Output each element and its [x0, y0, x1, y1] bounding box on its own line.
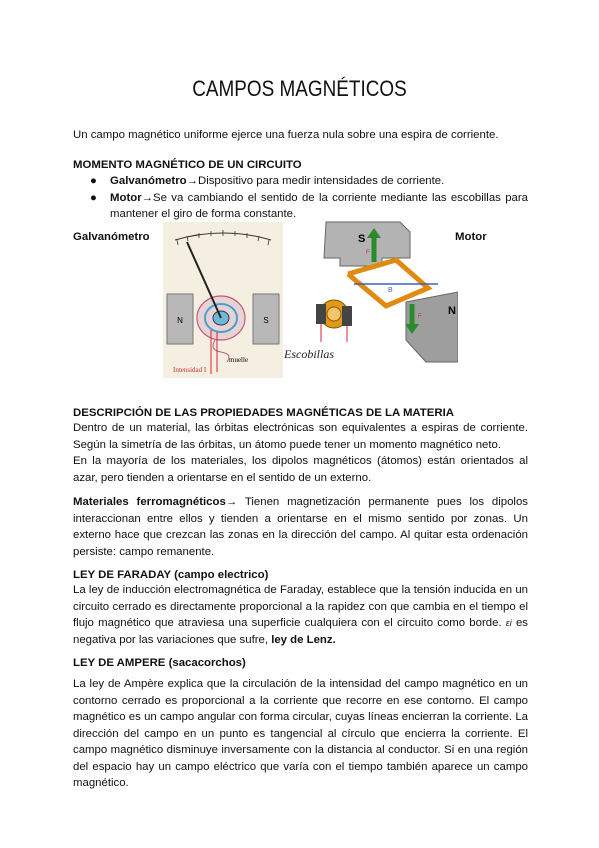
bullet-icon: ●	[90, 175, 97, 187]
item-text: Dispositivo para medir intensidades de corriente.	[197, 175, 445, 187]
descripcion-paragraph-2: En la mayoría de los materiales, los dipolos magnéticos (átomos) están orientados al azar, pero tienden a orientarse en el sentido de un externo.	[73, 455, 528, 484]
arrow-icon: →	[225, 496, 238, 508]
section-heading-faraday: LEY DE FARADAY (campo electrico)	[73, 569, 269, 581]
section-heading-ampere: LEY DE AMPERE (sacacorchos)	[73, 657, 246, 669]
faraday-text-b: es negativa por las variaciones que sufre,	[73, 617, 528, 646]
arrow-icon: →	[141, 191, 154, 204]
force-label-2: F	[418, 314, 422, 320]
section-heading-descripcion: DESCRIPCIÓN DE LAS PROPIEDADES MAGNÉTICAS DE LA MATERIA	[73, 407, 454, 419]
brush-right	[342, 306, 352, 326]
emf-symbol: εi	[505, 618, 512, 628]
motor-illustration	[278, 214, 458, 374]
lenz-law: ley de Lenz.	[271, 633, 336, 646]
ampere-paragraph: La ley de Ampère explica que la circulación de la intensidad del campo magnético en un contorno cerrado es proporcional a la corriente que recorre en ese contorno. El campo magnético es un campo angular con forma circular, cuyas líneas encierran la corriente. La dirección del campo en un punto es tangencial al círculo que encierra la corriente. El campo magnético disminuye inversamente con la distancia al conductor. Si en una región del espacio hay un campo eléctrico que varía con el tiempo también aparece un campo magnético.	[73, 678, 528, 789]
bullet-icon: ●	[90, 191, 97, 204]
ferro-text: Tienen magnetización permanente pues los dipolos interaccionan entre ellos y tienden a orientarse en el mismo sentido por zonas. Un externo hace que crezcan las zonas en la dirección del campo. Al quitar esta ordenación persiste: campo remanente.	[73, 496, 528, 558]
section-heading-momento: MOMENTO MAGNÉTICO DE UN CIRCUITO	[73, 159, 302, 171]
item-term: Motor	[110, 191, 142, 204]
current-label: Intensidad I	[173, 366, 207, 374]
south-label: S	[263, 316, 269, 325]
brush-left	[316, 304, 326, 324]
rotating-coil	[348, 260, 428, 306]
item-text: Se va cambiando el sentido de la corriente mediante las escobillas para mantener el giro de forma constante.	[110, 191, 528, 220]
brushes-label: Escobillas	[284, 347, 334, 361]
field-b-label: B	[388, 287, 393, 294]
commutator-core	[327, 307, 341, 321]
magnet-s-label: S	[358, 233, 366, 245]
galvanometer-illustration	[163, 222, 283, 378]
arrow-icon: →	[186, 175, 198, 187]
north-label: N	[177, 316, 183, 325]
faraday-text-a: La ley de inducción electromagnética de Faraday, establece que la tensión inducida en un circuito cerrado es directamente proporcional a la rapidez con que cambia en el tiempo el flujo magnético que atraviesa una superficie cualquiera con el circuito como borde.	[73, 584, 528, 629]
faraday-paragraph	[73, 582, 528, 648]
item-term: Galvanómetro	[110, 175, 187, 187]
intro-text: Un campo magnético uniforme ejerce una fuerza nula sobre una espira de corriente.	[73, 129, 499, 141]
list-item	[73, 173, 528, 190]
galvanometer-label: Galvanómetro	[73, 231, 150, 243]
page-title: CAMPOS MAGNÉTICOS	[192, 76, 407, 101]
spring-label: muelle	[229, 356, 249, 364]
magnet-n-label: N	[448, 305, 456, 317]
ferro-term: Materiales ferromagnéticos	[73, 496, 226, 508]
descripcion-paragraph-1: Dentro de un material, las órbitas electrónicas son equivalentes a espiras de corriente. Según la simetría de las órbitas, un átomo puede tener un momento magnético neto.	[73, 422, 528, 451]
force-label-1: F	[366, 250, 370, 256]
ferro-paragraph	[73, 494, 528, 560]
motor-label: Motor	[455, 231, 487, 243]
